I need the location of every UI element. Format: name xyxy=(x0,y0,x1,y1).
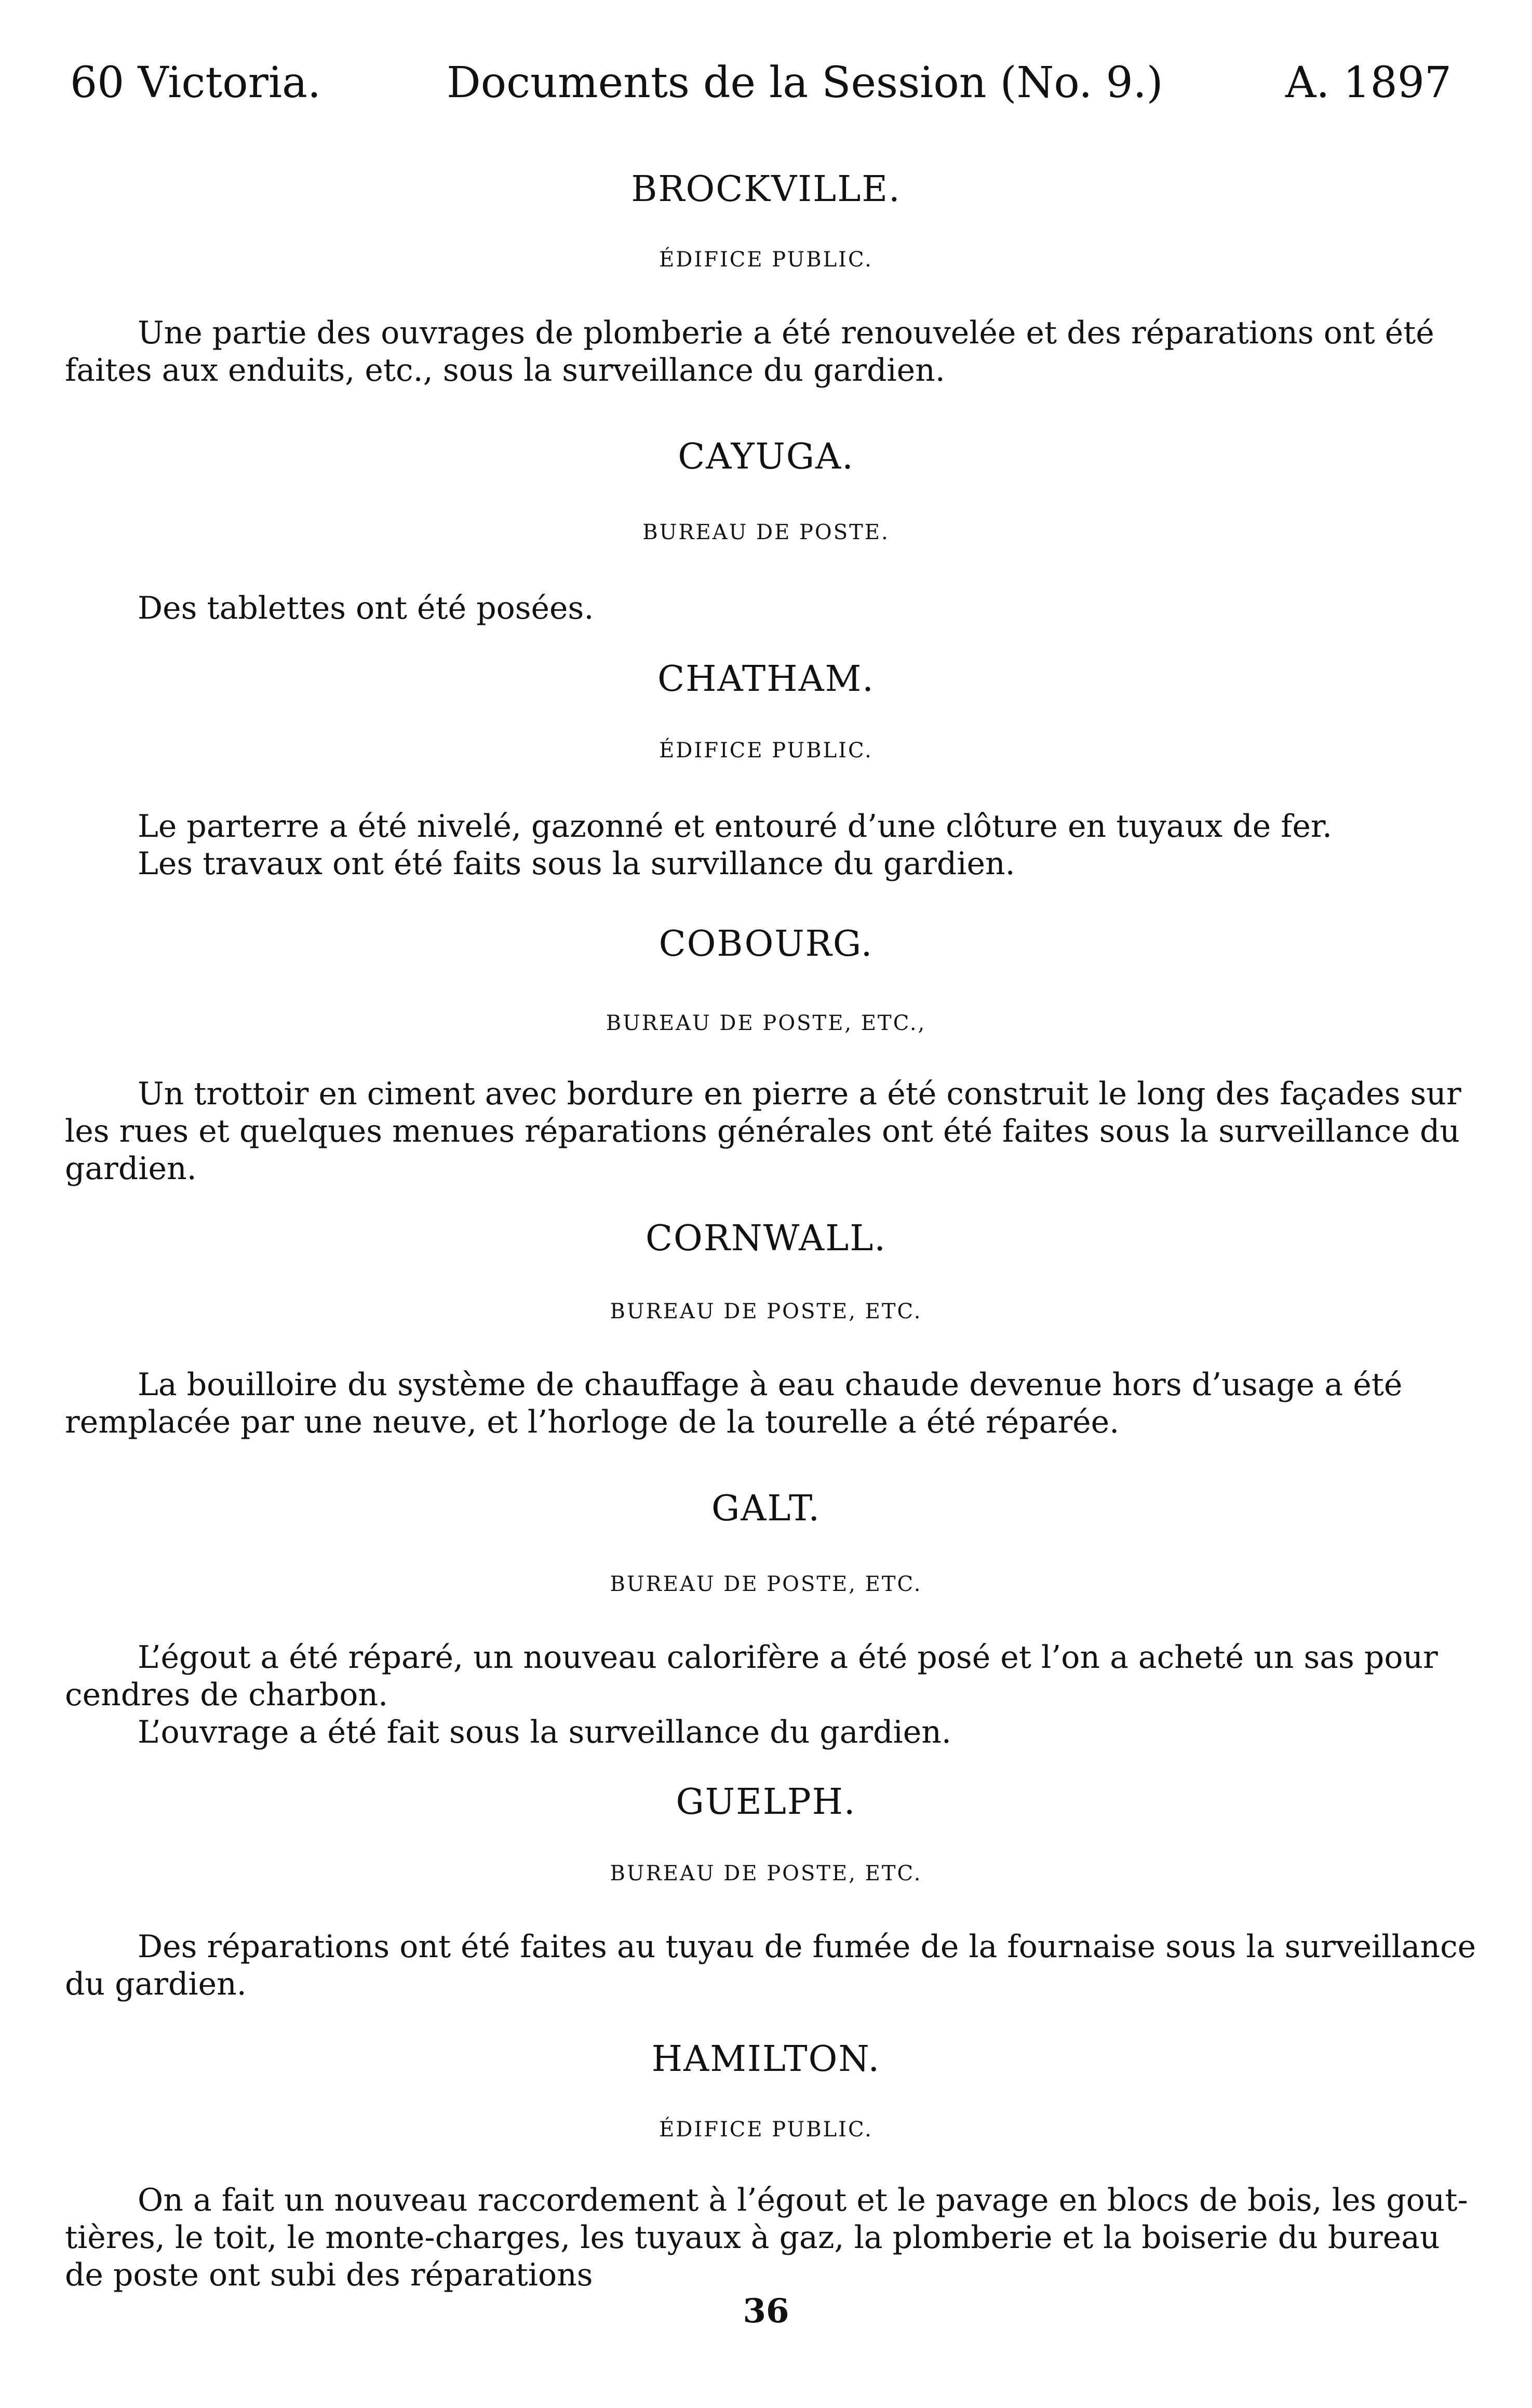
text-line: du gardien. xyxy=(65,1966,247,2002)
section-title-brockville: BROCKVILLE. xyxy=(631,169,901,210)
section-title-cobourg: COBOURG. xyxy=(659,924,873,965)
text-line: Les travaux ont été faits sous la survillance du gardien. xyxy=(138,846,1015,882)
text-line: faites aux enduits, etc., sous la surveillance du gardien. xyxy=(65,352,945,389)
text-line: gardien. xyxy=(65,1151,197,1187)
section-title-chatham: CHATHAM. xyxy=(657,659,875,700)
section-subtitle-guelph: BUREAU DE POSTE, ETC. xyxy=(610,1862,922,1885)
text-line: les rues et quelques menues réparations générales ont été faites sous la surveillance du xyxy=(65,1113,1460,1149)
section-subtitle-hamilton: ÉDIFICE PUBLIC. xyxy=(659,2118,873,2142)
text-line: Des tablettes ont été posées. xyxy=(138,590,594,626)
section-subtitle-cayuga: BUREAU DE POSTE. xyxy=(642,520,890,544)
text-line: Le parterre a été nivelé, gazonné et entouré d’une clôture en tuyaux de fer. xyxy=(138,808,1333,845)
section-subtitle-brockville: ÉDIFICE PUBLIC. xyxy=(659,248,873,272)
section-text-brockville xyxy=(65,314,1467,389)
text-line: tières, le toit, le monte-charges, les tuyaux à gaz, la plomberie et la boiserie du bureau xyxy=(65,2219,1440,2256)
section-text-galt xyxy=(65,1639,1467,1751)
text-line: de poste ont subi des réparations xyxy=(65,2257,593,2293)
text-line: On a fait un nouveau raccordement à l’égout et le pavage en blocs de bois, les gout- xyxy=(138,2182,1468,2218)
text-line: Des réparations ont été faites au tuyau de fumée de la fournaise sous la surveillance xyxy=(138,1929,1476,1965)
section-text-cayuga xyxy=(65,590,1467,627)
section-title-cornwall: CORNWALL. xyxy=(645,1218,887,1259)
text-line: L’égout a été réparé, un nouveau calorifère a été posé et l’on a acheté un sas pour xyxy=(138,1639,1438,1676)
text-line: Une partie des ouvrages de plomberie a été renouvelée et des réparations ont été xyxy=(138,315,1434,351)
section-text-guelph xyxy=(65,1928,1476,2003)
text-line: La bouilloire du système de chauffage à eau chaude devenue hors d’usage a été xyxy=(138,1367,1403,1403)
text-line: Un trottoir en ciment avec bordure en pierre a été construit le long des façades sur xyxy=(138,1076,1461,1112)
section-subtitle-chatham: ÉDIFICE PUBLIC. xyxy=(659,739,873,762)
section-title-cayuga: CAYUGA. xyxy=(678,436,854,477)
page-number: 36 xyxy=(743,2292,789,2331)
section-title-galt: GALT. xyxy=(711,1488,821,1529)
section-subtitle-cobourg: BUREAU DE POSTE, ETC., xyxy=(606,1011,926,1035)
section-text-chatham xyxy=(65,808,1467,882)
running-header xyxy=(0,0,1532,125)
section-title-hamilton: HAMILTON. xyxy=(651,2039,881,2080)
text-line: L’ouvrage a été fait sous la surveillance du gardien. xyxy=(138,1714,951,1750)
header-year: A. 1897 xyxy=(1285,58,1452,108)
section-text-hamilton xyxy=(65,2182,1467,2294)
section-text-cornwall xyxy=(65,1366,1467,1441)
section-text-cobourg xyxy=(65,1075,1467,1187)
text-line: cendres de charbon. xyxy=(65,1677,388,1713)
header-document-title: Documents de la Session (No. 9.) xyxy=(447,58,1163,108)
section-subtitle-galt: BUREAU DE POSTE, ETC. xyxy=(610,1572,922,1596)
header-session-year: 60 Victoria. xyxy=(70,58,321,108)
section-title-guelph: GUELPH. xyxy=(676,1782,856,1823)
section-subtitle-cornwall: BUREAU DE POSTE, ETC. xyxy=(610,1300,922,1323)
text-line: remplacée par une neuve, et l’horloge de la tourelle a été réparée. xyxy=(65,1404,1120,1440)
